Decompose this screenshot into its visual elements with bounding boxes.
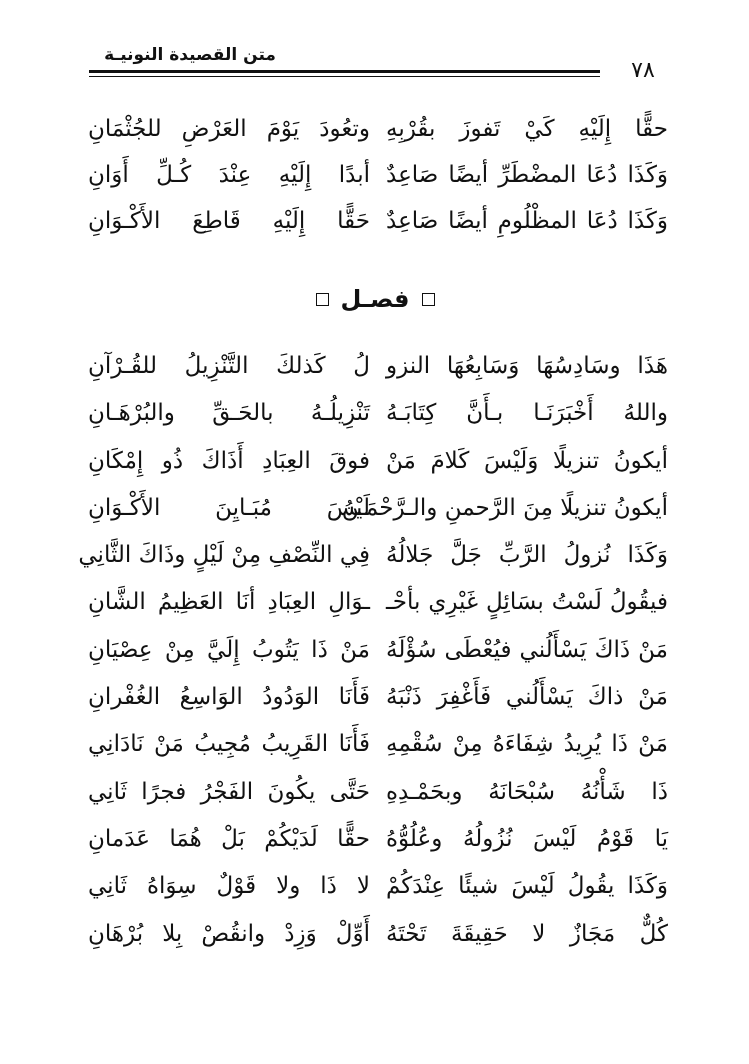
verses-after-section <box>78 343 668 958</box>
verse-first-hemistich: مَنْ ذَا يُرِيدُ شِفَاءَهُ مِنْ سُقْمِهِ <box>386 731 668 758</box>
verses-before-section <box>88 106 668 244</box>
header-rule-thin <box>89 76 600 77</box>
verse-second-hemistich: فَأَنَا القَرِيبُ مُجِيبُ مَنْ نَادَانِي <box>88 731 370 758</box>
verse-second-hemistich: فوقَ العِبَادِ أَذَاكَ ذُو إِمْكَانِ <box>88 447 370 474</box>
verse-second-hemistich: حَقًّا إِلَيْهِ قَاطِعَ الأَكْـوَانِ <box>88 208 370 234</box>
verse-first-hemistich: مَنْ ذاكَ يَسْأَلُني فَأَغْفِرَ ذَنْبَهُ <box>386 684 668 711</box>
verse-line <box>88 579 668 626</box>
verse-first-hemistich: وَكَذَا دُعَا المظْلُومِ أيضًا صَاعِدٌ <box>386 208 668 234</box>
verse-line <box>88 198 668 244</box>
verse-first-hemistich: مَنْ ذَاكَ يَسْأَلُني فيُعْطَى سُؤْلَهُ <box>386 636 668 663</box>
verse-line <box>88 721 668 768</box>
verse-first-hemistich: كُلٌّ مَجَازٌ لا حَقِيقَةَ تَحْتَهُ <box>386 920 668 947</box>
verse-second-hemistich: وتعُودَ يَوْمَ العَرْضِ للجُثْمَانِ <box>88 116 370 142</box>
verse-first-hemistich: هَذَا وسَادِسُهَا وَسَابِعُهَا النزو <box>386 353 668 379</box>
verse-second-hemistich: مَنْ ذَا يَتُوبُ إِلَيَّ مِنْ عِصْيَانِ <box>88 636 370 663</box>
verse-line <box>88 863 668 910</box>
verse-line <box>88 438 668 485</box>
verse-line <box>88 152 668 198</box>
section-heading <box>280 282 470 316</box>
verse-first-hemistich: فيقُولُ لَسْتُ بسَائِلٍ غَيْرِي بأحْـ <box>386 589 668 616</box>
verse-first-hemistich: يَا قَوْمُ لَيْسَ نُزُولُهُ وعُلُوُّهُ <box>386 825 668 852</box>
verse-second-hemistich: تَنْزِيلُـهُ بالحَـقِّ والبُرْهَـانِ <box>88 400 370 427</box>
verse-second-hemistich: حقًّا لَدَيْكُمْ بَلْ هُمَا عَدَمانِ <box>88 825 370 852</box>
verse-first-hemistich: أيكونُ تنزيلًا وَلَيْسَ كَلامَ مَنْ <box>386 447 668 474</box>
verse-second-hemistich: ـوَالِ العِبَادِ أنَا العَظِيمُ الشَّانِ <box>88 589 370 616</box>
verse-line <box>88 627 668 674</box>
verse-line <box>78 532 668 579</box>
verse-first-hemistich: ذَا شَأْنُهُ سُبْحَانَهُ وبحَمْـدِهِ <box>386 778 668 805</box>
verse-line <box>88 106 668 152</box>
square-ornament-icon <box>422 293 435 306</box>
verse-second-hemistich: لُ كَذلكَ التَّنْزِيلُ للقُـرْآنِ <box>88 353 370 379</box>
verse-second-hemistich: فِي النِّصْفِ مِنْ لَيْلٍ وذَاكَ الثَّانِي <box>78 542 370 569</box>
page-number: ٧٨ <box>631 58 655 83</box>
header-rule-thick <box>89 70 600 73</box>
verse-second-hemistich: فَأَنَا الوَدُودُ الوَاسِعُ الغُفْرانِ <box>88 684 370 711</box>
verse-line <box>88 485 668 532</box>
verse-line <box>88 390 668 437</box>
verse-first-hemistich: وَكَذَا نُزولُ الرَّبِّ جَلَّ جَلالُهُ <box>386 542 668 569</box>
verse-line <box>88 816 668 863</box>
verse-line <box>88 911 668 958</box>
verse-first-hemistich: وَكَذَا دُعَا المضْطَرِّ أيضًا صَاعِدٌ <box>386 162 668 188</box>
verse-first-hemistich: حقًّا إِلَيْهِ كَيْ تَفوزَ بقُرْبِهِ <box>386 116 668 142</box>
verse-second-hemistich: لَيْسَ مُبَـايِنَ الأَكْـوَانِ <box>88 494 370 521</box>
verse-second-hemistich: لا ذَا ولا قَوْلٌ سِوَاهُ ثَانِي <box>88 873 370 900</box>
verse-first-hemistich: أيكونُ تنزيلًا مِنَ الرَّحمنِ والـرَّحْمَـنُ <box>341 494 668 521</box>
verse-second-hemistich: أَوِّلْ وَزِدْ وانقُصْ بِلا بُرْهَانِ <box>88 920 370 947</box>
verse-line <box>88 769 668 816</box>
square-ornament-icon <box>316 293 329 306</box>
verse-line <box>88 343 668 390</box>
verse-first-hemistich: واللهُ أَخْبَرَنَـا بـأَنَّ كِتَابَـهُ <box>386 400 668 427</box>
running-header-book-title: متن القصيدة النونيـة <box>104 45 276 65</box>
section-title: فصـل <box>340 285 410 313</box>
verse-second-hemistich: أبدًا إِلَيْهِ عِنْدَ كُـلِّ أَوَانِ <box>88 162 370 188</box>
verse-second-hemistich: حَتَّى يكُونَ الفَجْرُ فجرًا ثَانِي <box>88 778 370 805</box>
verse-line <box>88 674 668 721</box>
verse-first-hemistich: وَكَذَا يقُولُ لَيْسَ شيئًا عِنْدَكُمْ <box>386 873 668 900</box>
